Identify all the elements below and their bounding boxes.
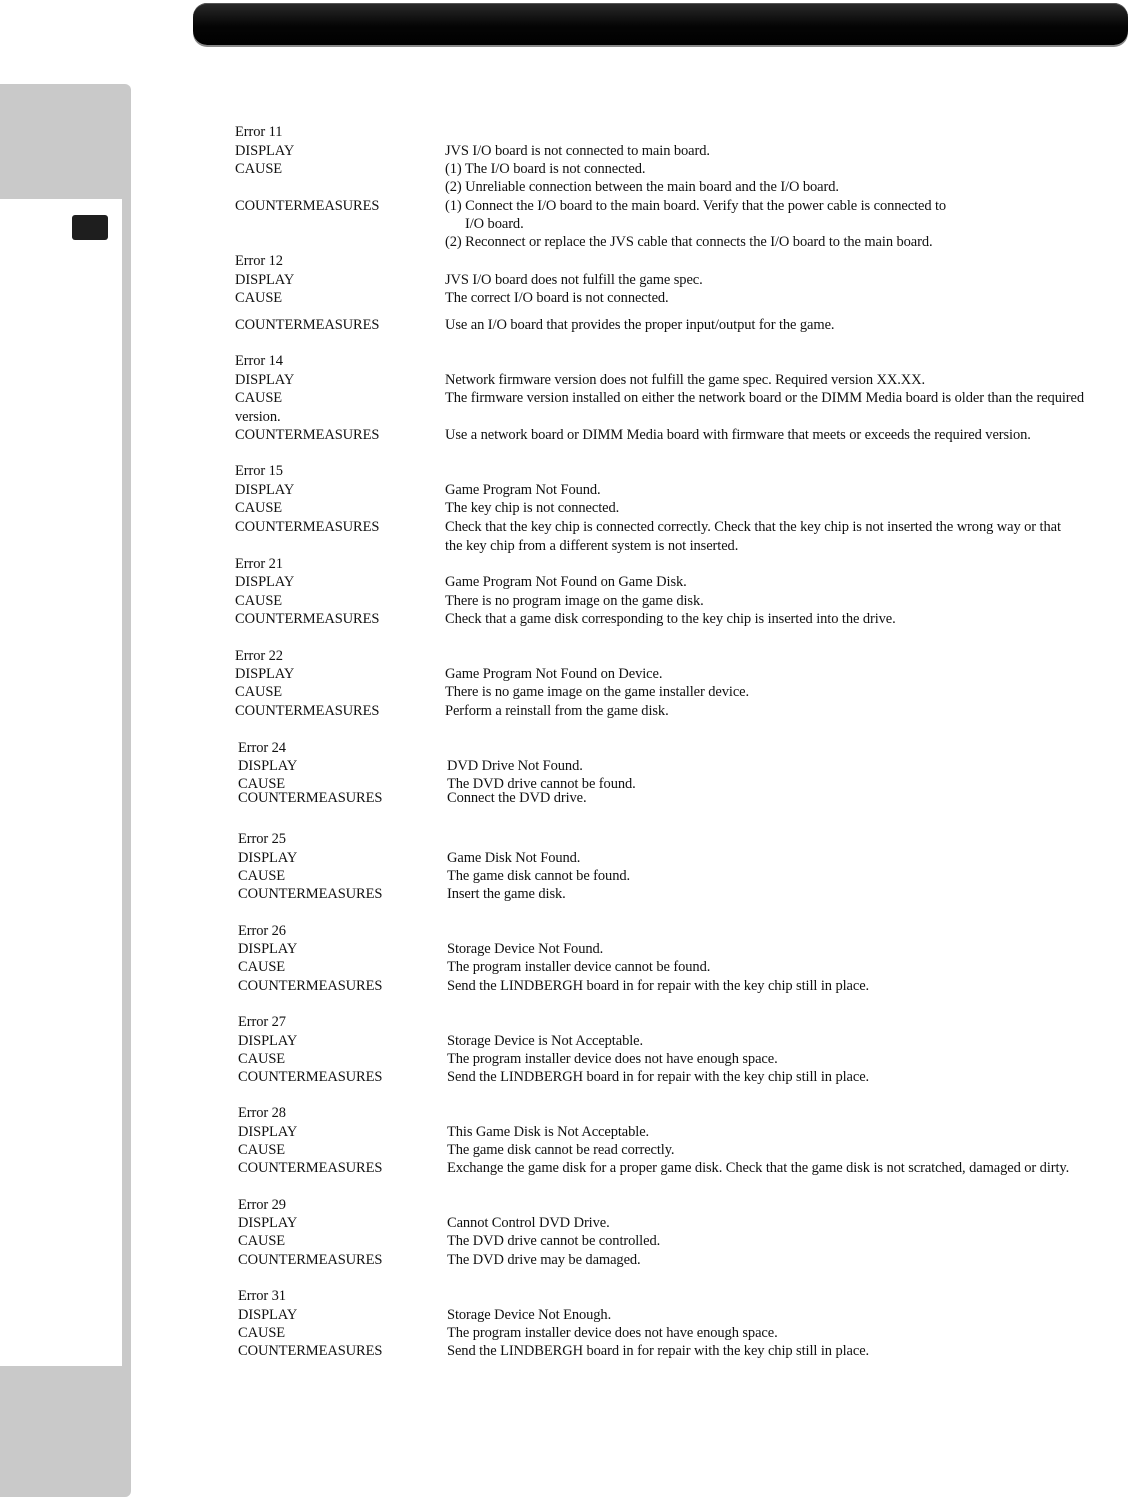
cause-text: version. <box>235 409 281 425</box>
countermeasures-text: Send the LINDBERGH board in for repair with the key chip still in place. <box>447 1069 870 1085</box>
cause-label: CAUSE <box>235 161 283 177</box>
display-text: Storage Device Not Found. <box>447 941 604 957</box>
countermeasures-label: COUNTERMEASURES <box>238 1069 383 1085</box>
display-text: This Game Disk is Not Acceptable. <box>447 1124 650 1140</box>
error-title: Error 26 <box>238 923 286 939</box>
error-title: Error 11 <box>235 124 283 140</box>
display-label: DISPLAY <box>238 758 298 774</box>
display-text: Storage Device is Not Acceptable. <box>447 1033 644 1049</box>
display-label: DISPLAY <box>238 850 298 866</box>
error-title: Error 24 <box>238 740 286 756</box>
cause-label: CAUSE <box>238 1325 286 1341</box>
countermeasures-text: Insert the game disk. <box>447 886 566 902</box>
cause-label: CAUSE <box>238 1142 286 1158</box>
countermeasures-label: COUNTERMEASURES <box>238 1160 383 1176</box>
cause-label: CAUSE <box>238 1233 286 1249</box>
display-label: DISPLAY <box>238 1124 298 1140</box>
countermeasures-text: Check that a game disk corresponding to the key chip is inserted into the drive. <box>445 611 896 627</box>
countermeasures-text: Exchange the game disk for a proper game disk. Check that the game disk is not scratched, damaged or dirty. <box>447 1160 1070 1176</box>
error-title: Error 28 <box>238 1105 286 1121</box>
cause-label: CAUSE <box>235 500 283 516</box>
cause-text: (2) Unreliable connection between the main board and the I/O board. <box>445 179 839 195</box>
countermeasures-label: COUNTERMEASURES <box>235 611 380 627</box>
cause-label: CAUSE <box>238 868 286 884</box>
cause-label: CAUSE <box>238 776 286 792</box>
countermeasures-text: Perform a reinstall from the game disk. <box>445 703 669 719</box>
countermeasures-text: I/O board. <box>465 216 524 232</box>
countermeasures-label: COUNTERMEASURES <box>238 1252 383 1268</box>
error-title: Error 12 <box>235 253 283 269</box>
cause-text: (1) The I/O board is not connected. <box>445 161 646 177</box>
countermeasures-label: COUNTERMEASURES <box>238 790 383 806</box>
display-text: DVD Drive Not Found. <box>447 758 583 774</box>
display-text: Game Program Not Found on Device. <box>445 666 663 682</box>
cause-text: There is no program image on the game disk. <box>445 593 704 609</box>
error-title: Error 29 <box>238 1197 286 1213</box>
display-label: DISPLAY <box>235 143 295 159</box>
cause-label: CAUSE <box>238 959 286 975</box>
countermeasures-label: COUNTERMEASURES <box>235 198 380 214</box>
countermeasures-label: COUNTERMEASURES <box>238 978 383 994</box>
error-title: Error 14 <box>235 353 283 369</box>
display-label: DISPLAY <box>238 1033 298 1049</box>
cause-text: The key chip is not connected. <box>445 500 620 516</box>
countermeasures-text: Send the LINDBERGH board in for repair with the key chip still in place. <box>447 978 870 994</box>
cause-text: The correct I/O board is not connected. <box>445 290 669 306</box>
cause-label: CAUSE <box>235 390 283 406</box>
error-title: Error 15 <box>235 463 283 479</box>
display-label: DISPLAY <box>235 666 295 682</box>
cause-label: CAUSE <box>235 593 283 609</box>
countermeasures-text: Use a network board or DIMM Media board with firmware that meets or exceeds the required version. <box>445 427 1031 443</box>
display-label: DISPLAY <box>235 574 295 590</box>
countermeasures-text: Use an I/O board that provides the proper input/output for the game. <box>445 317 835 333</box>
display-text: Game Program Not Found on Game Disk. <box>445 574 687 590</box>
cause-label: CAUSE <box>235 290 283 306</box>
countermeasures-text: Connect the DVD drive. <box>447 790 587 806</box>
cause-text: There is no game image on the game installer device. <box>445 684 750 700</box>
cause-text: The DVD drive cannot be controlled. <box>447 1233 661 1249</box>
countermeasures-label: COUNTERMEASURES <box>238 1343 383 1359</box>
countermeasures-text: (1) Connect the I/O board to the main board. Verify that the power cable is connected to <box>445 198 947 214</box>
error-title: Error 22 <box>235 648 283 664</box>
display-text: JVS I/O board does not fulfill the game spec. <box>445 272 703 288</box>
cause-text: The program installer device does not have enough space. <box>447 1325 778 1341</box>
error-title: Error 25 <box>238 831 286 847</box>
display-label: DISPLAY <box>235 482 295 498</box>
display-text: Game Disk Not Found. <box>447 850 581 866</box>
cause-text: The DVD drive cannot be found. <box>447 776 636 792</box>
display-text: Storage Device Not Enough. <box>447 1307 612 1323</box>
countermeasures-text: (2) Reconnect or replace the JVS cable that connects the I/O board to the main board. <box>445 234 933 250</box>
countermeasures-text: Send the LINDBERGH board in for repair with the key chip still in place. <box>447 1343 870 1359</box>
cause-label: CAUSE <box>238 1051 286 1067</box>
display-label: DISPLAY <box>238 1307 298 1323</box>
error-title: Error 27 <box>238 1014 286 1030</box>
cause-text: The game disk cannot be read correctly. <box>447 1142 675 1158</box>
countermeasures-label: COUNTERMEASURES <box>235 427 380 443</box>
countermeasures-label: COUNTERMEASURES <box>235 519 380 535</box>
countermeasures-text: The DVD drive may be damaged. <box>447 1252 641 1268</box>
countermeasures-label: COUNTERMEASURES <box>235 317 380 333</box>
countermeasures-text: Check that the key chip is connected correctly. Check that the key chip is not inserted the wrong way or that <box>445 519 1061 535</box>
cause-text: The firmware version installed on either the network board or the DIMM Media board is older than the required <box>445 390 1084 406</box>
display-label: DISPLAY <box>238 1215 298 1231</box>
countermeasures-text: the key chip from a different system is not inserted. <box>445 538 739 554</box>
cause-label: CAUSE <box>235 684 283 700</box>
error-title: Error 31 <box>238 1288 286 1304</box>
display-text: Network firmware version does not fulfill the game spec. Required version XX.XX. <box>445 372 926 388</box>
countermeasures-label: COUNTERMEASURES <box>235 703 380 719</box>
cause-text: The program installer device cannot be found. <box>447 959 711 975</box>
display-text: Cannot Control DVD Drive. <box>447 1215 610 1231</box>
display-label: DISPLAY <box>235 272 295 288</box>
countermeasures-label: COUNTERMEASURES <box>238 886 383 902</box>
cause-text: The game disk cannot be found. <box>447 868 631 884</box>
display-text: Game Program Not Found. <box>445 482 601 498</box>
error-title: Error 21 <box>235 556 283 572</box>
display-label: DISPLAY <box>238 941 298 957</box>
cause-text: The program installer device does not have enough space. <box>447 1051 778 1067</box>
display-label: DISPLAY <box>235 372 295 388</box>
display-text: JVS I/O board is not connected to main board. <box>445 143 710 159</box>
